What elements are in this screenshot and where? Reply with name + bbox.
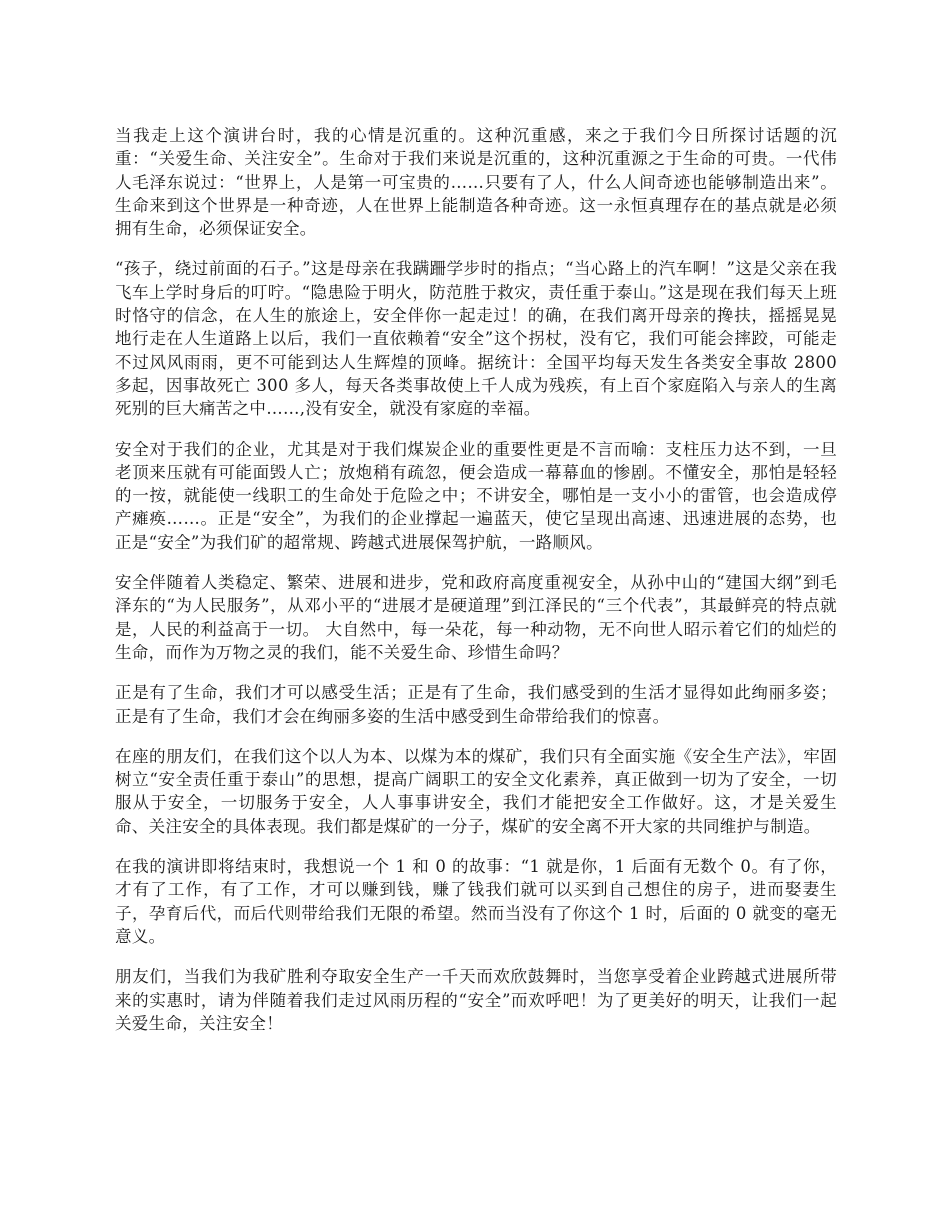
paragraph-3: 安全对于我们的企业，尤其是对于我们煤炭企业的重要性更是不言而喻：支柱压力达不到，一旦老顶来压就有可能面毁人亡；放炮稍有疏忽，便会造成一幕幕血的惨剧。不懂安全，那怕是轻轻的一按，就能使一线职工的生命处于危险之中；不讲安全，哪怕是一支小小的雷管，也会造成停产瘫痪……。正是“安全”，为我们的企业撑起一遍蓝天，使它呈现出高速、迅速进展的态势，也正是“安全”为我们矿的超常规、跨越式进展保驾护航，一路顺风。 [115, 439, 837, 552]
document-body [115, 124, 837, 1052]
paragraph-7: 在我的演讲即将结束时，我想说一个 1 和 0 的故事：“1 就是你，1 后面有无数个 0。有了你，才有了工作，有了工作，才可以赚到钱，赚了钱我们就可以买到自己想住的房子，进而娶妻生子，孕育后代，而后代则带给我们无限的希望。然而当没有了你这个 1 时，后面的 0 就变的毫无意义。 [115, 857, 837, 946]
paragraph-4: 安全伴随着人类稳定、繁荣、进展和进步，党和政府高度重视安全，从孙中山的“建国大纲”到毛泽东的“为人民服务”，从邓小平的“进展才是硬道理”到江泽民的“三个代表”，其最鲜亮的特点就是，人民的利益高于一切。 大自然中，每一朵花，每一种动物，无不向世人昭示着它们的灿烂的生命，而作为万物之灵的我们，能不关爱生命、珍惜生命吗？ [115, 573, 837, 662]
paragraph-1: 当我走上这个演讲台时，我的心情是沉重的。这种沉重感，来之于我们今日所探讨话题的沉重：“关爱生命、关注安全”。生命对于我们来说是沉重的，这种沉重源之于生命的可贵。一代伟人毛泽东说过：“世界上，人是第一可宝贵的……只要有了人，什么人间奇迹也能够制造出来”。生命来到这个世界是一种奇迹，人在世界上能制造各种奇迹。这一永恒真理存在的基点就是必须拥有生命，必须保证安全。 [115, 126, 837, 239]
paragraph-6: 在座的朋友们，在我们这个以人为本、以煤为本的煤矿，我们只有全面实施《安全生产法》，牢固树立“安全责任重于泰山”的思想，提高广阔职工的安全文化素养，真正做到一切为了安全，一切服从于安全，一切服务于安全，人人事事讲安全，我们才能把安全工作做好。这，才是关爱生命、关注安全的具体表现。我们都是煤矿的一分子，煤矿的安全离不开大家的共同维护与制造。 [115, 746, 837, 836]
paragraph-5: 正是有了生命，我们才可以感受生活；正是有了生命，我们感受到的生活才显得如此绚丽多姿；正是有了生命，我们才会在绚丽多姿的生活中感受到生命带给我们的惊喜。 [115, 683, 837, 726]
paragraph-2: “孩子，绕过前面的石子。”这是母亲在我蹒跚学步时的指点；“当心路上的汽车啊！”这是父亲在我飞车上学时身后的叮咛。“隐患险于明火，防范胜于救灾，责任重于泰山。”这是现在我们每天上班时恪守的信念，在人生的旅途上，安全伴你一起走过！的确，在我们离开母亲的搀扶，摇摇晃晃地行走在人生道路上以后，我们一直依赖着“安全”这个拐杖，没有它，我们可能会摔跤，可能走不过风风雨雨，更不可能到达人生辉煌的顶峰。据统计：全国平均每天发生各类安全事故 2800 多起，因事故死亡 300 多人，每天各类事故使上千人成为残疾，有上百个家庭陷入与亲人的生离死别的巨大痛苦之中……,没有安全，就没有家庭的幸福。 [115, 259, 837, 419]
paragraph-8: 朋友们，当我们为我矿胜利夺取安全生产一千天而欢欣鼓舞时，当您享受着企业跨越式进展所带来的实惠时，请为伴随着我们走过风雨历程的“安全”而欢呼吧！为了更美好的明天，让我们一起关爱生命，关注安全！ [115, 967, 837, 1033]
